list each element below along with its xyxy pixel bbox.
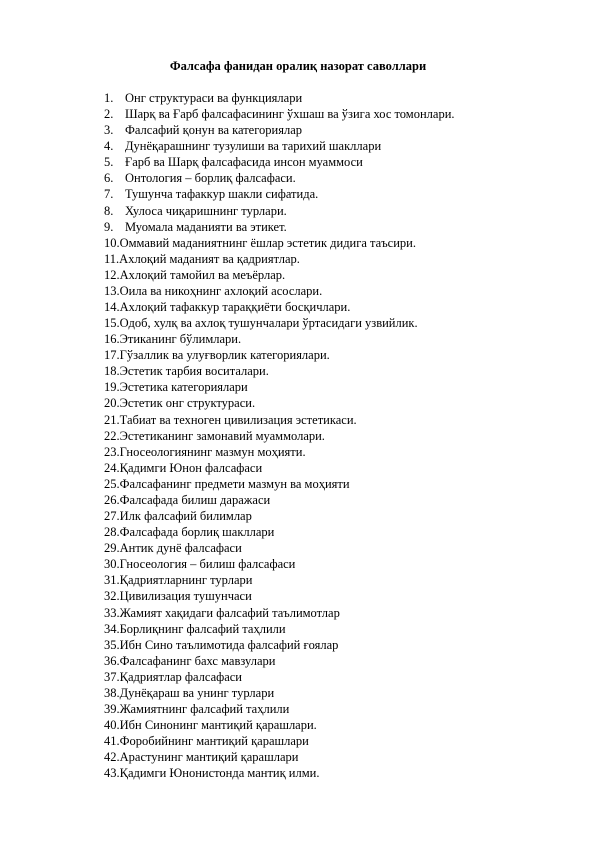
question-number: 3. <box>104 123 114 138</box>
question-number: 31. <box>104 573 120 588</box>
question-text: Арастунинг мантиқий қарашлари <box>119 750 299 765</box>
question-item <box>104 251 574 267</box>
question-text: Гўзаллик ва улуғворлик категориялари. <box>119 348 330 363</box>
question-text: Этиканинг бўлимлари. <box>119 332 242 347</box>
question-text: Ибн Синонинг мантиқий қарашлари. <box>119 718 317 733</box>
question-text: Қадриятларнинг турлари <box>119 573 253 588</box>
question-text: Фалсафанинг бахс мавзулари <box>119 653 276 668</box>
question-text: Муомала маданияти ва этикет. <box>125 219 287 234</box>
question-number: 8. <box>104 203 114 218</box>
document-title: Фалсафа фанидан оралиқ назорат саволлари <box>169 59 427 73</box>
question-text: Оммавий маданиятнинг ёшлар эстетик дидига таъсири. <box>119 235 416 250</box>
question-number: 34. <box>104 621 120 636</box>
question-number: 22. <box>104 428 120 443</box>
question-text: Жамият хақидаги фалсафий таълимотлар <box>119 605 340 620</box>
question-number: 9. <box>104 219 114 234</box>
question-text: Форобийнинг мантиқий қарашлари <box>119 734 309 749</box>
question-number: 40. <box>104 718 120 733</box>
question-item <box>104 235 574 251</box>
question-item <box>104 219 574 235</box>
question-item <box>104 653 574 669</box>
question-text: Эстетик тарбия воситалари. <box>119 364 269 379</box>
question-item <box>104 186 574 202</box>
question-item <box>104 556 574 572</box>
question-number: 21. <box>104 412 120 427</box>
question-text: Антик дунё фалсафаси <box>119 541 242 556</box>
question-number: 18. <box>104 364 120 379</box>
question-number: 36. <box>104 653 120 668</box>
question-item <box>104 460 574 476</box>
question-list <box>104 90 574 781</box>
question-item <box>104 765 574 781</box>
question-text: Онг структураси ва функциялари <box>125 91 303 105</box>
question-number: 19. <box>104 380 120 395</box>
question-text: Дунёқарашнинг тузулиши ва тарихий шакллари <box>125 139 382 154</box>
question-number: 14. <box>104 300 120 315</box>
question-item <box>104 492 574 508</box>
question-number: 5. <box>104 155 114 170</box>
question-text: Қадимги Юнонистонда мантиқ илми. <box>119 766 320 781</box>
question-item <box>104 90 574 106</box>
question-item <box>104 106 574 122</box>
question-item <box>104 637 574 653</box>
question-text: Тушунча тафаккур шакли сифатида. <box>125 187 319 202</box>
question-item <box>104 572 574 588</box>
question-number: 26. <box>104 492 120 507</box>
question-item <box>104 749 574 765</box>
question-number: 27. <box>104 509 120 524</box>
question-item <box>104 508 574 524</box>
question-item <box>104 379 574 395</box>
question-text: Фалсафий қонун ва категориялар <box>125 123 303 138</box>
question-item <box>104 476 574 492</box>
question-number: 32. <box>104 589 120 604</box>
question-text: Одоб, хулқ ва ахлоқ тушунчалари ўртасидаги узвийлик. <box>119 316 418 331</box>
question-number: 23. <box>104 444 120 459</box>
question-number: 10. <box>104 235 120 250</box>
question-text: Фалсафада билиш даражаси <box>119 492 271 507</box>
question-number: 4. <box>104 139 114 154</box>
question-number: 35. <box>104 637 120 652</box>
question-number: 43. <box>104 766 120 781</box>
question-text: Фалсафанинг предмети мазмун ва моҳияти <box>119 476 350 491</box>
question-text: Жамиятнинг фалсафий таҳлили <box>119 701 290 716</box>
question-item <box>104 412 574 428</box>
question-number: 2. <box>104 107 114 122</box>
question-item <box>104 363 574 379</box>
question-item <box>104 267 574 283</box>
question-item <box>104 283 574 299</box>
question-number: 12. <box>104 267 120 282</box>
question-text: Табиат ва техноген цивилизация эстетикаси. <box>119 412 357 427</box>
question-number: 25. <box>104 476 120 491</box>
question-number: 13. <box>104 283 120 298</box>
question-item <box>104 315 574 331</box>
question-text: Ибн Сино таълимотида фалсафий ғоялар <box>119 637 339 652</box>
question-number: 41. <box>104 734 120 749</box>
question-text: Фалсафада борлиқ шакллари <box>119 525 275 540</box>
question-text: Шарқ ва Ғарб фалсафасининг ўхшаш ва ўзига хос томонлари. <box>125 107 455 122</box>
question-text: Ахлоқий тамойил ва меъёрлар. <box>119 267 286 282</box>
question-number: 11. <box>104 251 120 266</box>
question-text: Онтология – борлиқ фалсафаси. <box>125 171 296 186</box>
question-item <box>104 299 574 315</box>
question-text: Борлиқнинг фалсафий таҳлили <box>119 621 286 636</box>
question-number: 42. <box>104 750 120 765</box>
question-item <box>104 170 574 186</box>
question-item <box>104 444 574 460</box>
question-number: 20. <box>104 396 120 411</box>
question-text: Эстетика категориялари <box>119 380 248 395</box>
question-text: Гносеологиянинг мазмун моҳияти. <box>119 444 306 459</box>
question-text: Ғарб ва Шарқ фалсафасида инсон муаммоси <box>125 155 363 170</box>
question-item <box>104 605 574 621</box>
question-number: 37. <box>104 669 120 684</box>
question-text: Илк фалсафий билимлар <box>119 509 252 524</box>
question-item <box>104 347 574 363</box>
question-item <box>104 588 574 604</box>
question-number: 15. <box>104 316 120 331</box>
question-text: Қадриятлар фалсафаси <box>119 669 243 684</box>
question-item <box>104 540 574 556</box>
question-item <box>104 138 574 154</box>
question-item <box>104 717 574 733</box>
question-number: 30. <box>104 557 120 572</box>
question-number: 39. <box>104 701 120 716</box>
question-text: Ахлоқий маданият ва қадриятлар. <box>119 251 300 266</box>
question-number: 16. <box>104 332 120 347</box>
question-text: Дунёқараш ва унинг турлари <box>119 685 275 700</box>
question-item <box>104 524 574 540</box>
question-text: Ахлоқий тафаккур тараққиёти босқичлари. <box>119 300 351 315</box>
question-text: Эстетиканинг замонавий муаммолари. <box>119 428 325 443</box>
question-number: 1. <box>104 91 114 105</box>
question-number: 17. <box>104 348 120 363</box>
question-number: 7. <box>104 187 114 202</box>
question-number: 29. <box>104 541 120 556</box>
question-item <box>104 701 574 717</box>
question-item <box>104 685 574 701</box>
question-item <box>104 428 574 444</box>
question-item <box>104 331 574 347</box>
question-number: 6. <box>104 171 114 186</box>
question-item <box>104 154 574 170</box>
question-number: 24. <box>104 460 120 475</box>
question-item <box>104 122 574 138</box>
question-number: 33. <box>104 605 120 620</box>
question-item <box>104 621 574 637</box>
question-number: 28. <box>104 525 120 540</box>
question-text: Эстетик онг структураси. <box>119 396 256 411</box>
question-item <box>104 669 574 685</box>
question-text: Оила ва никоҳнинг ахлоқий асослари. <box>119 283 323 298</box>
question-item <box>104 203 574 219</box>
question-item <box>104 395 574 411</box>
question-item <box>104 733 574 749</box>
question-text: Қадимги Юнон фалсафаси <box>119 460 263 475</box>
question-text: Гносеология – билиш фалсафаси <box>119 557 296 572</box>
question-number: 38. <box>104 685 120 700</box>
question-text: Цивилизация тушунчаси <box>119 589 252 604</box>
question-text: Хулоса чиқаришнинг турлари. <box>125 203 287 218</box>
